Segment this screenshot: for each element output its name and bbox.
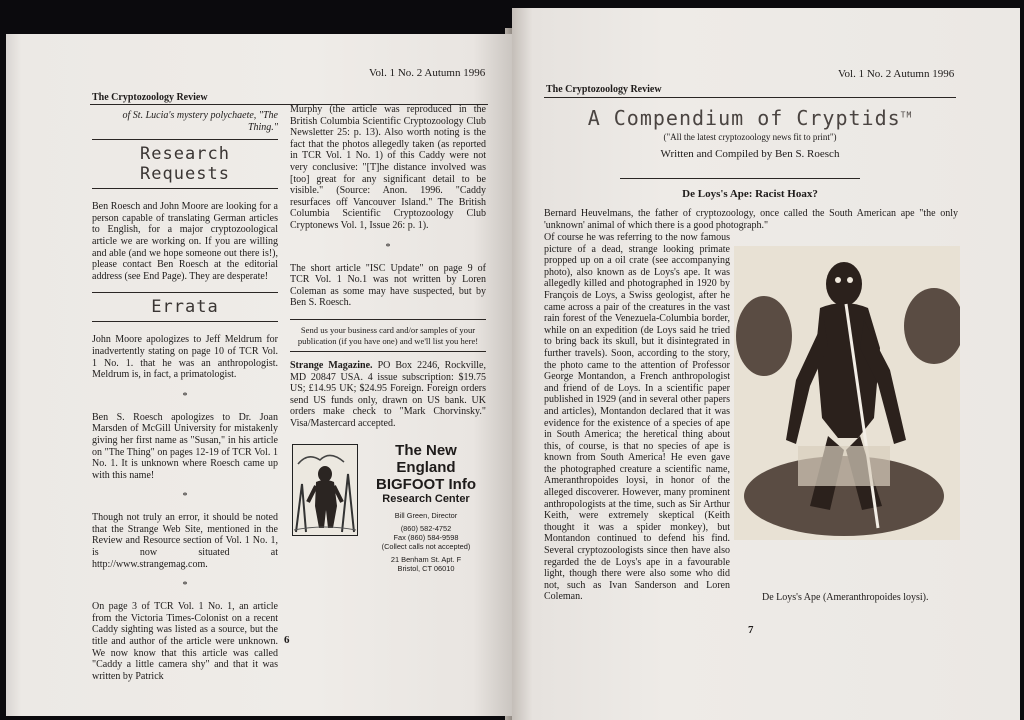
right-page-number: 7 [748, 624, 754, 636]
bigfoot-name-line2: BIGFOOT Info [376, 475, 476, 493]
errata-item: John Moore apologizes to Jeff Meldrum for inadvertently stating on page 10 of TCR Vol. 1 No. 1. that he was an anthropologist. Meldrum is, in fact, a primatologist. [92, 334, 278, 381]
bigfoot-address-line2: Bristol, CT 06010 [397, 563, 455, 573]
left-header-issue: Vol. 1 No. 2 Autumn 1996 [369, 67, 486, 79]
bigfoot-drawing-icon [292, 444, 358, 536]
rule [290, 351, 486, 352]
left-header-magazine: The Cryptozoology Review [92, 92, 208, 103]
separator-star: * [182, 580, 188, 592]
research-requests-text: Ben Roesch and John Moore are looking for a person capable of translating German articles to English, for a major cryptozoological article we are working on. If you are willing and able (and we hope someone out there is!), please contact Ben Roesch at the editorial address (see End Page). They are desperate! [92, 201, 278, 282]
bigfoot-ad-text [366, 442, 486, 573]
right-header-issue: Vol. 1 No. 2 Autumn 1996 [838, 68, 955, 80]
right-header-rule [544, 97, 956, 98]
bigfoot-name-line1: The New England [395, 441, 457, 476]
caddy-continued-text: Murphy (the article was reproduced in the British Columbia Scientific Cryptozoology Club Newsletter 25: p. 13). Also worth noting is the fact that the photos allegedly taken (as reported in TCR Vol. 1 No. 1) of this Caddy were not very conclusive: "[T]he distance involved was [too] great for any significant detail to be visible." (Source: Anon. 1996. "Caddy resurfaces off Vancouver Island." The British Columbia Scientific Cryptozoology Club Cryptonews Vol. 1, Issue 26: p. 1). [290, 104, 486, 231]
bigfoot-subtitle: Research Center [382, 492, 470, 505]
separator-star: * [182, 390, 188, 402]
isc-update-note: The short article "ISC Update" on page 9 of TCR Vol. 1 No.1 was not written by Loren Coleman as some may have suspected, but by Ben S. Roesch. [290, 262, 486, 309]
trademark-mark: TM [900, 110, 913, 120]
article-lead: Bernard Heuvelmans, the father of cryptozoology, once called the South American ape "the only 'unknown' animal of which there is a good photograph." [544, 208, 958, 231]
bigfoot-collect-note: (Collect calls not accepted) [381, 541, 471, 551]
de-loys-ape-photo [734, 246, 960, 540]
bigfoot-address-line1: 21 Benham St. Apt. F [390, 554, 462, 564]
right-header-magazine: The Cryptozoology Review [546, 84, 662, 95]
article-title: De Loys's Ape: Racist Hoax? [682, 188, 818, 200]
separator-star: * [385, 241, 391, 253]
photo-caption: De Loys's Ape (Ameranthropoides loysi). [762, 592, 929, 603]
title-rule [620, 178, 860, 179]
continued-intro: of St. Lucia's mystery polychaete, "The Thing." [122, 110, 278, 133]
separator-star: * [182, 491, 188, 503]
bigfoot-fax: Fax (860) 584-9598 [393, 532, 459, 542]
byline: Written and Compiled by Ben S. Roesch [660, 148, 840, 160]
right-page [512, 8, 1020, 720]
strange-magazine-text: PO Box 2246, Rockville, MD 20847 USA. 4 issue subscription: $19.75 US; £14.95 UK; $24.95 Foreign. Foreign orders send US funds only, drawn on US bank. UK orders make check to "Mark Chorvinsky." Visa/Mastercard accepted. [290, 360, 486, 430]
compendium-subtitle: ("All the latest cryptozoology news fit to print") [663, 132, 837, 142]
research-requests-heading: Research Requests [140, 144, 230, 185]
bigfoot-phone: (860) 582-4752 [400, 523, 452, 533]
compendium-title-text: A Compendium of Cryptids [587, 106, 901, 130]
rule [290, 319, 486, 320]
rule [92, 321, 278, 322]
bigfoot-director: Bill Green, Director [394, 510, 458, 520]
rule [92, 139, 278, 140]
left-page [6, 34, 514, 716]
rule [92, 292, 278, 293]
left-column-1 [92, 110, 278, 682]
left-page-number: 6 [284, 634, 290, 646]
errata-item: Though not truly an error, it should be noted that the Strange Web Site, mentioned in the Review and Resource section of Vol. 1 No. 1, is now situated at http://www.strangemag.com. [92, 512, 278, 570]
errata-item: Ben S. Roesch apologizes to Dr. Joan Marsden of McGill University for mistakenly giving her first name as "Susan," in his article on "The Thing" on pages 12-19 of TCR Vol. 1 No. 1. It is unknown where Roesch came up with this name! [92, 411, 278, 481]
errata-heading: Errata [151, 297, 219, 318]
article-body: Of course he was referring to the now famous picture of a dead, strange looking primate propped up on a oil crate (see accompanying photo), also known as de Loys's ape. It was allegedly killed and photographed in 1920 by François de Loys, a Swiss geologist, after he came across a pair of the creatures in the vast rain forest of the Venezuela-Columbia border, while on an expedition (de Loys said he tried to bring back its skull, but it disintegrated in further travels). Soon, according to the story, the photo came to the attention of Professor George Montandon, a French anthropologist and friend of de Loys. In a scientific paper published in 1929 (and in several other papers and articles), Montandon declared that it was evidence for the existence of a species of ape in South America; the heretical thing about this, of course, is that no species of ape is known from South America! He even gave the photographed creature a scientific name, Ameranthropoides loysi, in honor of the alleged discoverer. However, many prominent anthropologists at the time, such as Sir Arthur Keith, were extremely skeptical (Keith thought it was a spider monkey), but Montandon continued to defend his find. Several cryptozoologists since then have also regarded the de Loys's ape in a favourable light, though there were also some who did not, such as Ivan Sanderson and Loren Coleman. [544, 232, 730, 603]
compendium-title [544, 106, 956, 130]
left-column-2 [290, 104, 486, 572]
rule [92, 188, 278, 189]
bigfoot-ad [290, 442, 486, 572]
strange-magazine-label: Strange Magazine. [290, 360, 373, 372]
errata-item: On page 3 of TCR Vol. 1 No. 1, an article from the Victoria Times-Colonist on a recent Caddy sighting was listed as a source, but the title and author of the article were unknown. We now know that this article was called "Caddy a little camera shy" and that it was written by Patrick [92, 601, 278, 682]
strange-magazine-listing [290, 360, 486, 430]
compendium-title-block [544, 106, 956, 160]
de-loys-ape-illustration [734, 246, 960, 540]
business-card-note: Send us your business card and/or samples of your publication (if you have one) and we'll list you here! [297, 324, 479, 346]
